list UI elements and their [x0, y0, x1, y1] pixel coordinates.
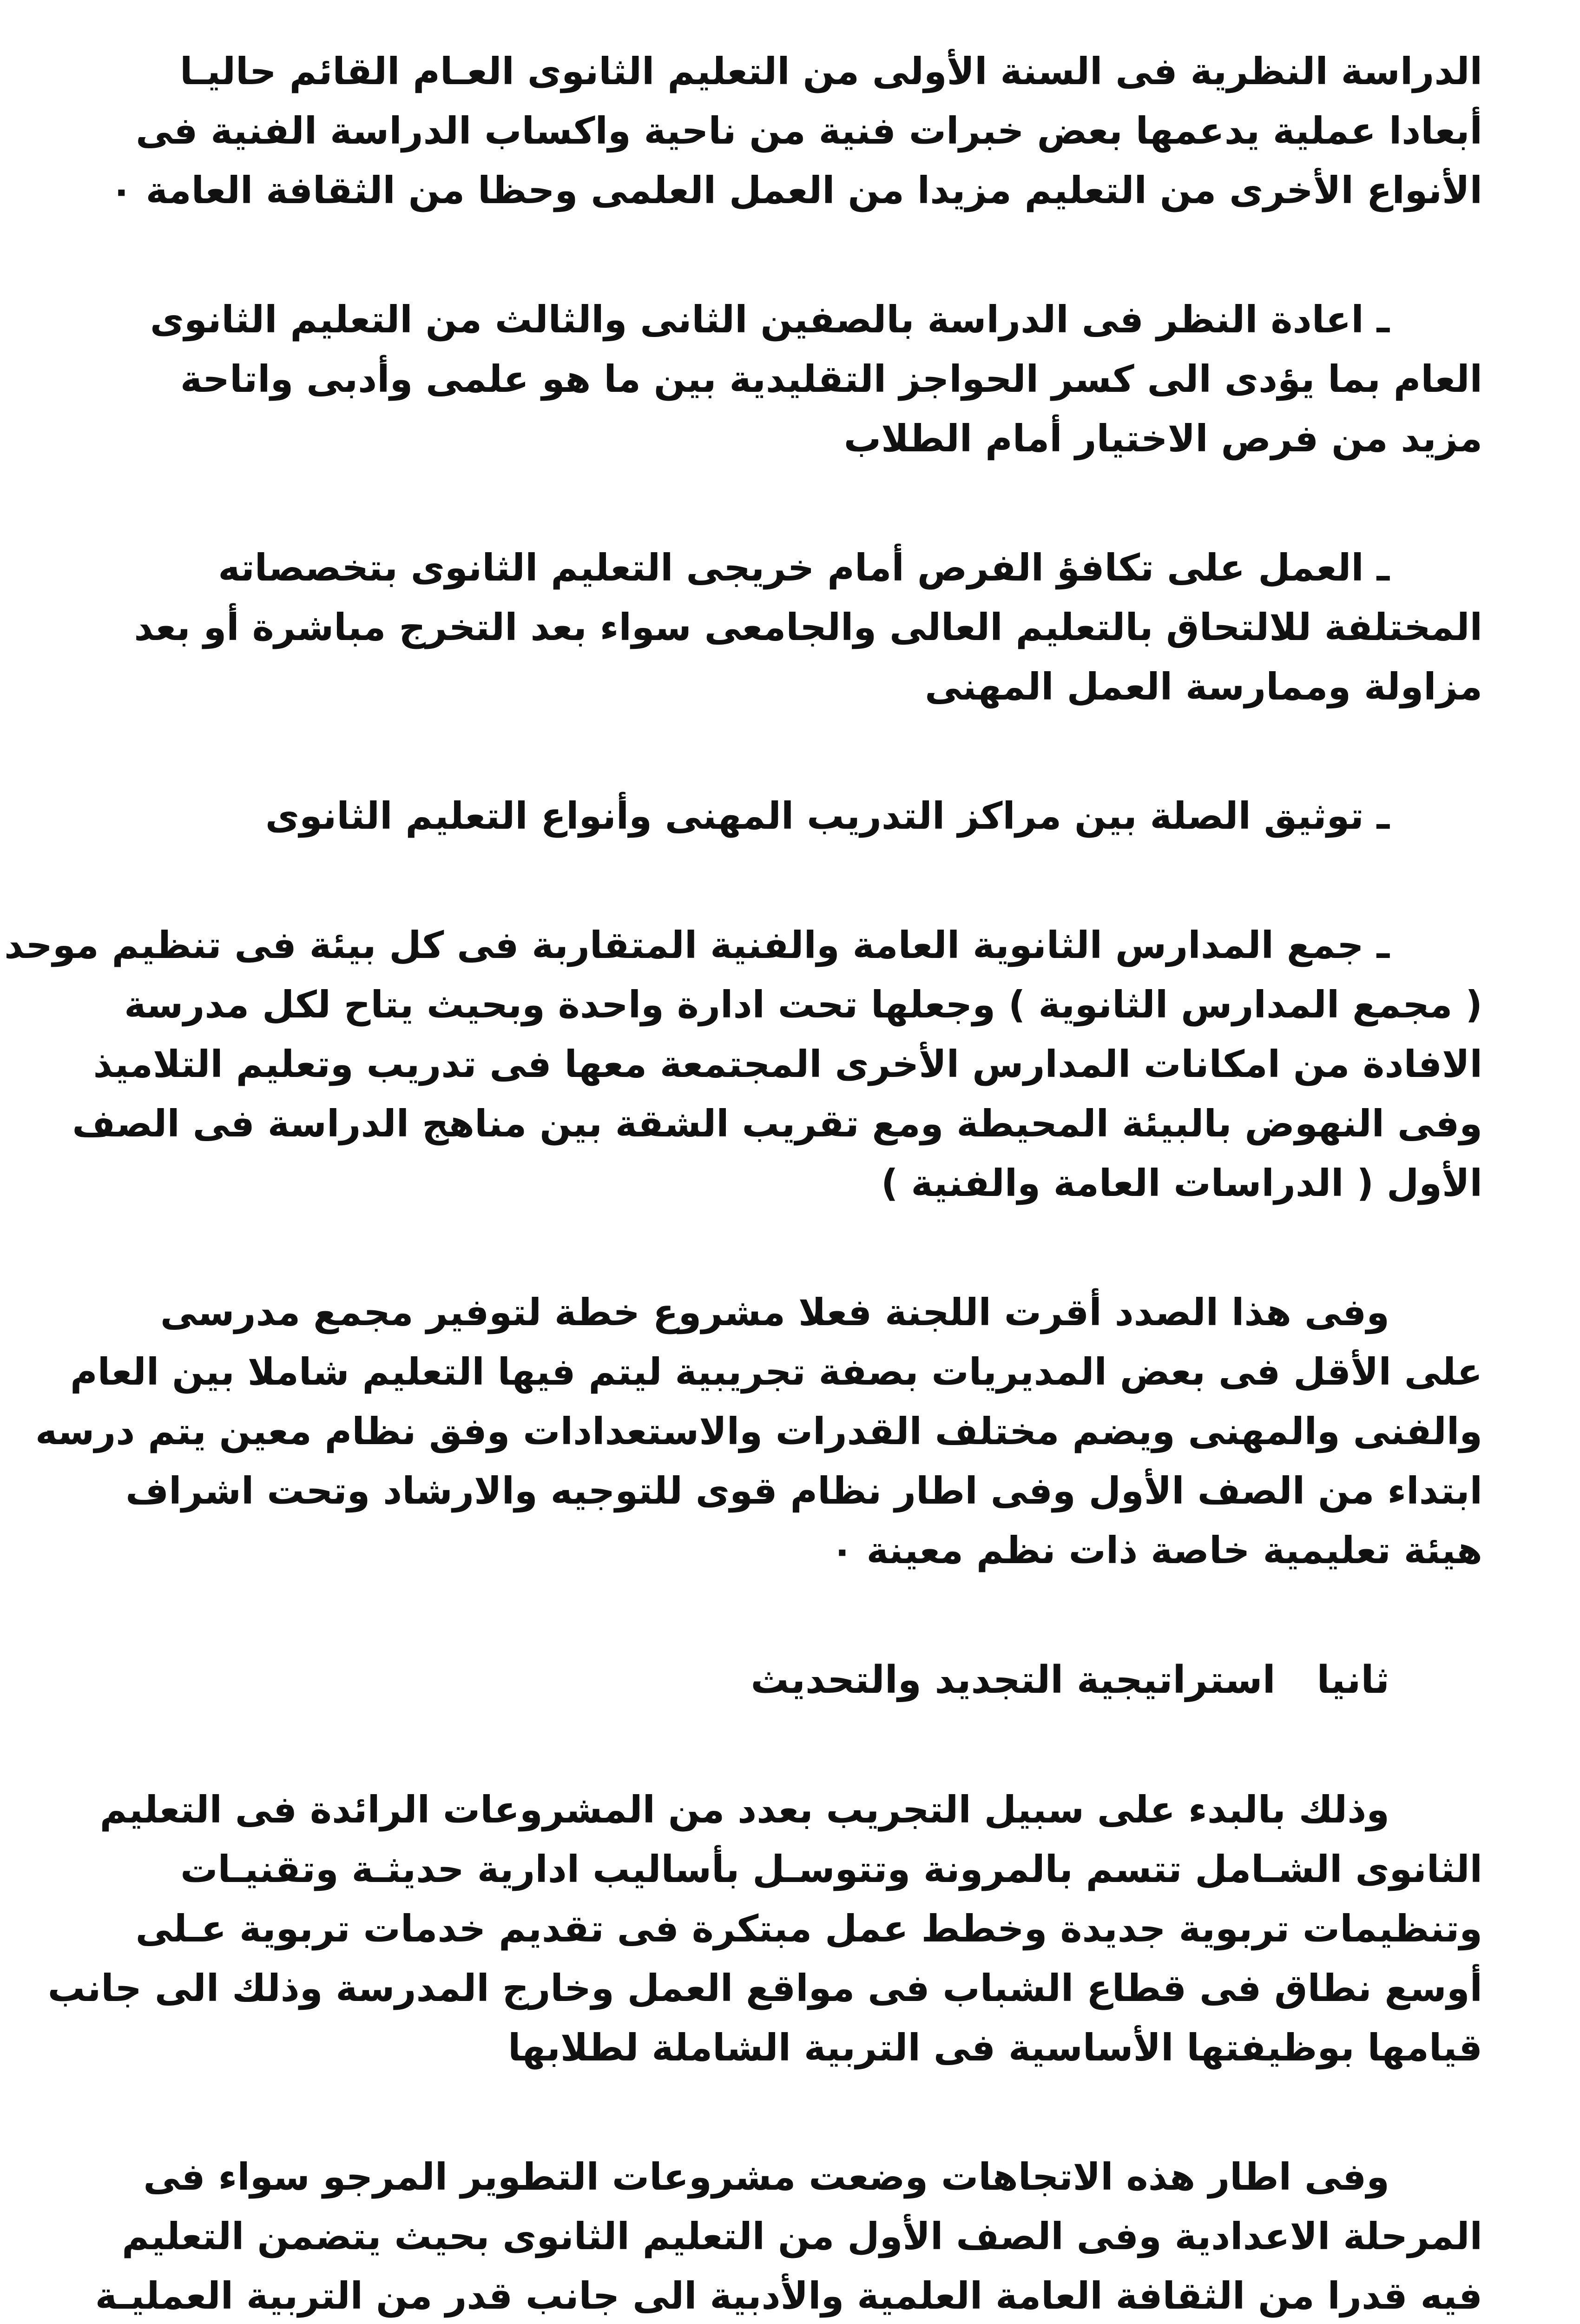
text-line: وفى النهوض بالبيئة المحيطة ومع تقريب الشقة بين مناهج الدراسة فى الصف — [72, 1102, 1482, 1145]
text-line: على الأقل فى بعض المديريات بصفة تجريبية ليتم فيها التعليم شاملا بين العام — [70, 1350, 1482, 1393]
paragraph-2 — [125, 290, 1482, 469]
paragraph-5 — [4, 916, 1482, 1213]
document-page — [4, 42, 1482, 2324]
text-line: فيه قدرا من الثقافة العامة العلمية والأدبية الى جانب قدر من التربية العمليـة — [95, 2274, 1482, 2317]
text-line: مزاولة وممارسة العمل المهنى — [925, 665, 1482, 708]
text-line: الافادة من امكانات المدارس الأخرى المجتمعة معها فى تدريب وتعليم التلاميذ — [93, 1043, 1482, 1086]
text-line: ابتداء من الصف الأول وفى اطار نظام قوى للتوجيه والارشاد وتحت اشراف — [125, 1469, 1482, 1512]
text-line: المرحلة الاعدادية وفى الصف الأول من التعليم الثانوى بحيث يتضمن التعليم — [122, 2215, 1482, 2258]
section-heading — [125, 1650, 1482, 1710]
text-line: ـ توثيق الصلة بين مراكز التدريب المهنى وأنواع التعليم الثانوى — [265, 794, 1389, 838]
text-line: العام بما يؤدى الى كسر الحواجز التقليدية بين ما هو علمى وأدبى واتاحة — [180, 357, 1482, 401]
text-line: المختلفة للالتحاق بالتعليم العالى والجامعى سواء بعد التخرج مباشرة أو بعد — [134, 606, 1482, 649]
paragraph-1 — [110, 42, 1482, 220]
paragraph-7 — [47, 1780, 1482, 2078]
paragraph-6 — [35, 1283, 1482, 1580]
text-line: وفى اطار هذه الاتجاهات وضعت مشروعات التطوير المرجو سواء فى — [143, 2155, 1389, 2199]
paragraph-4 — [125, 786, 1482, 846]
text-line: الأنواع الأخرى من التعليم مزيدا من العمل العلمى وحظا من الثقافة العامة ٠ — [110, 169, 1482, 212]
text-line: الأول ( الدراسات العامة والفنية ) — [881, 1162, 1482, 1205]
text-line: وفى هذا الصدد أقرت اللجنة فعلا مشروع خطة لتوفير مجمع مدرسى — [160, 1291, 1389, 1334]
text-line: أوسع نطاق فى قطاع الشباب فى مواقع العمل وخارج المدرسة وذلك الى جانب — [47, 1967, 1482, 2010]
text-line: الثانوى الشـامل تتسم بالمرونة وتتوسـل بأساليب ادارية حديثـة وتقنيـات — [180, 1848, 1482, 1891]
text-line: ـ العمل على تكافؤ الفرص أمام خريجى التعليم الثانوى بتخصصاته — [218, 546, 1389, 589]
text-line: الدراسة النظرية فى السنة الأولى من التعليم الثانوى العـام القائم حاليـا — [179, 50, 1482, 93]
text-line: والفنى والمهنى ويضم مختلف القدرات والاستعدادات وفق نظام معين يتم درسه — [35, 1410, 1482, 1453]
text-line: ـ اعادة النظر فى الدراسة بالصفين الثانى والثالث من التعليم الثانوى — [150, 298, 1389, 341]
text-line: هيئة تعليمية خاصة ذات نظم معينة ٠ — [830, 1529, 1482, 1572]
text-line: ـ جمع المدارس الثانوية العامة والفنية المتقاربة فى كل بيئة فى تنظيم موحد — [4, 924, 1389, 967]
text-line: وتنظيمات تربوية جديدة وخطط عمل مبتكرة فى تقديم خدمات تربوية عـلى — [135, 1907, 1482, 1950]
text-line: قيامها بوظيفتها الأساسية فى التربية الشاملة لطلابها — [507, 2026, 1482, 2069]
text-line: مزيد من فرص الاختيار أمام الطلاب — [843, 417, 1482, 460]
paragraph-8 — [95, 2147, 1482, 2324]
section-heading-title: استراتيجية التجديد والتحديث — [750, 1658, 1276, 1702]
text-line: أبعادا عملية يدعمها بعض خبرات فنية من ناحية واكساب الدراسة الفنية فى — [136, 109, 1482, 152]
text-line: ( مجمع المدارس الثانوية ) وجعلها تحت ادارة واحدة وبحيث يتاح لكل مدرسة — [124, 983, 1482, 1026]
text-line: وذلك بالبدء على سبيل التجريب بعدد من المشروعات الرائدة فى التعليم — [99, 1788, 1389, 1831]
paragraph-3 — [125, 538, 1482, 717]
section-heading-label: ثانيا — [1317, 1658, 1389, 1702]
